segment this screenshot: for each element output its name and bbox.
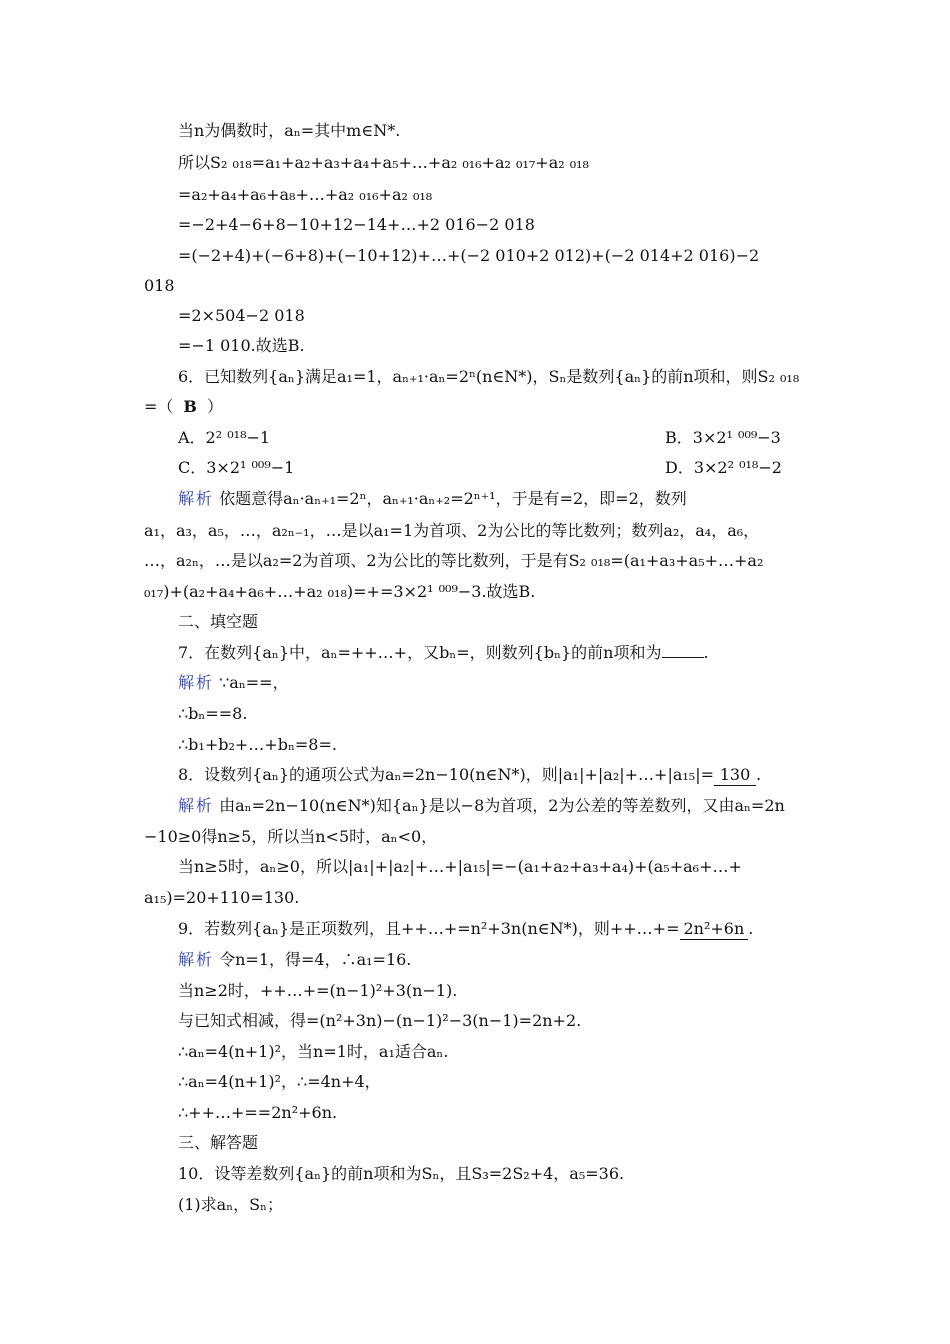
question-10-part-1: (1)求aₙ，Sₙ； bbox=[178, 1195, 284, 1214]
text-line: =(−2+4)+(−6+8)+(−10+12)+…+(−2 010+2 012)+(−2 014+2 016)−2 bbox=[178, 246, 760, 265]
question-8-answer: 130 bbox=[714, 765, 756, 786]
solution-label: 解析 bbox=[178, 673, 215, 692]
text-line: …，a₂ₙ，…是以a₂=2为首项、2为公比的等比数列，于是有S₂ ₀₁₈=(a₁+a₃+a₅+…+a₂ bbox=[144, 551, 764, 570]
solution-line bbox=[178, 489, 820, 509]
question-7-text: 7．在数列{aₙ}中，aₙ=++…+，又bₙ=，则数列{bₙ}的前n项和为 bbox=[178, 643, 662, 662]
answer-bracket-close: ） bbox=[206, 397, 223, 416]
question-7-stem bbox=[178, 643, 820, 663]
option-c: C．3×2¹ ⁰⁰⁹−1 bbox=[178, 458, 295, 477]
solution-line bbox=[178, 950, 820, 970]
text-line: 与已知式相减，得=(n²+3n)−(n−1)²−3(n−1)=2n+2. bbox=[178, 1011, 582, 1030]
text-line: 当n为偶数时，aₙ=其中m∈N*. bbox=[178, 121, 401, 140]
text-line: =a₂+a₄+a₆+a₈+…+a₂ ₀₁₆+a₂ ₀₁₈ bbox=[178, 185, 433, 204]
text-line: ∴bₙ==8. bbox=[178, 704, 248, 723]
section-heading: 三、解答题 bbox=[178, 1133, 259, 1152]
question-9-answer: 2n²+6n bbox=[680, 919, 749, 940]
text-line: ₀₁₇)+(a₂+a₄+a₆+…+a₂ ₀₁₈)=+=3×2¹ ⁰⁰⁹−3.故选B. bbox=[144, 582, 536, 601]
question-6-stem: 6．已知数列{aₙ}满足a₁=1，aₙ₊₁·aₙ=2ⁿ(n∈N*)，Sₙ是数列{aₙ}的前n项和，则S₂ ₀₁₈ bbox=[178, 367, 800, 386]
solution-label: 解析 bbox=[178, 950, 215, 969]
option-row-2 bbox=[178, 458, 820, 478]
text-line: ∴aₙ=4(n+1)²，∴=4n+4， bbox=[178, 1072, 381, 1091]
solution-text: 依题意得aₙ·aₙ₊₁=2ⁿ，aₙ₊₁·aₙ₊₂=2ⁿ⁺¹，于是有=2，即=2，数列 bbox=[219, 489, 687, 508]
text-line: ∴aₙ=4(n+1)²，当n=1时，a₁适合aₙ. bbox=[178, 1042, 449, 1061]
text-line: =−1 010.故选B. bbox=[178, 336, 305, 355]
solution-label: 解析 bbox=[178, 489, 215, 508]
text-line: ∴++…+==2n²+6n. bbox=[178, 1103, 338, 1122]
option-b: B．3×2¹ ⁰⁰⁹−3 bbox=[665, 428, 781, 447]
option-a: A．2² ⁰¹⁸−1 bbox=[178, 428, 271, 447]
solution-text: ∵aₙ==， bbox=[219, 673, 289, 692]
period: . bbox=[748, 919, 754, 938]
text-line: 当n≥5时，aₙ≥0，所以|a₁|+|a₂|+…+|a₁₅|=−(a₁+a₂+a₃+a₄)+(a₅+a₆+…+ bbox=[178, 857, 742, 876]
solution-label: 解析 bbox=[178, 796, 215, 815]
solution-line bbox=[178, 796, 820, 816]
question-7-blank bbox=[662, 657, 704, 658]
section-heading: 二、填空题 bbox=[178, 612, 259, 631]
text-line: 当n≥2时，++…+=(n−1)²+3(n−1). bbox=[178, 981, 458, 1000]
text-line: 所以S₂ ₀₁₈=a₁+a₂+a₃+a₄+a₅+…+a₂ ₀₁₆+a₂ ₀₁₇+a₂ ₀₁₈ bbox=[178, 153, 589, 172]
text-line: =−2+4−6+8−10+12−14+…+2 016−2 018 bbox=[178, 215, 535, 234]
question-6-answer-line bbox=[144, 397, 820, 417]
period: . bbox=[756, 765, 762, 784]
question-8-stem bbox=[178, 765, 820, 786]
question-10-stem: 10．设等差数列{aₙ}的前n项和为Sₙ，且S₃=2S₂+4，a₅=36. bbox=[178, 1164, 625, 1183]
question-9-text: 9．若数列{aₙ}是正项数列，且++…+=n²+3n(n∈N*)，则++…+= bbox=[178, 919, 680, 938]
question-8-text: 8．设数列{aₙ}的通项公式为aₙ=2n−10(n∈N*)，则|a₁|+|a₂|+…+|a₁₅|= bbox=[178, 765, 714, 784]
text-line: =2×504−2 018 bbox=[178, 306, 305, 325]
option-row-1 bbox=[178, 428, 820, 448]
text-line: −10≥0得n≥5，所以当n<5时，aₙ<0， bbox=[144, 827, 438, 846]
option-d: D．3×2² ⁰¹⁸−2 bbox=[665, 458, 782, 477]
solution-line bbox=[178, 673, 820, 693]
text-line: a₁₅)=20+110=130. bbox=[144, 888, 300, 907]
answer-bracket-open: =（ bbox=[144, 397, 174, 416]
text-line: ∴b₁+b₂+…+bₙ=8=. bbox=[178, 735, 337, 754]
question-6-answer: B bbox=[183, 397, 197, 416]
text-line: 018 bbox=[144, 276, 175, 295]
period: . bbox=[703, 643, 709, 662]
solution-text: 由aₙ=2n−10(n∈N*)知{aₙ}是以−8为首项，2为公差的等差数列，又由aₙ=2n bbox=[219, 796, 785, 815]
solution-text: 令n=1，得=4，∴a₁=16. bbox=[219, 950, 412, 969]
text-line: a₁，a₃，a₅，…，a₂ₙ₋₁，…是以a₁=1为首项、2为公比的等比数列；数列a₂，a₄，a₆， bbox=[144, 521, 760, 540]
question-9-stem bbox=[178, 919, 820, 940]
